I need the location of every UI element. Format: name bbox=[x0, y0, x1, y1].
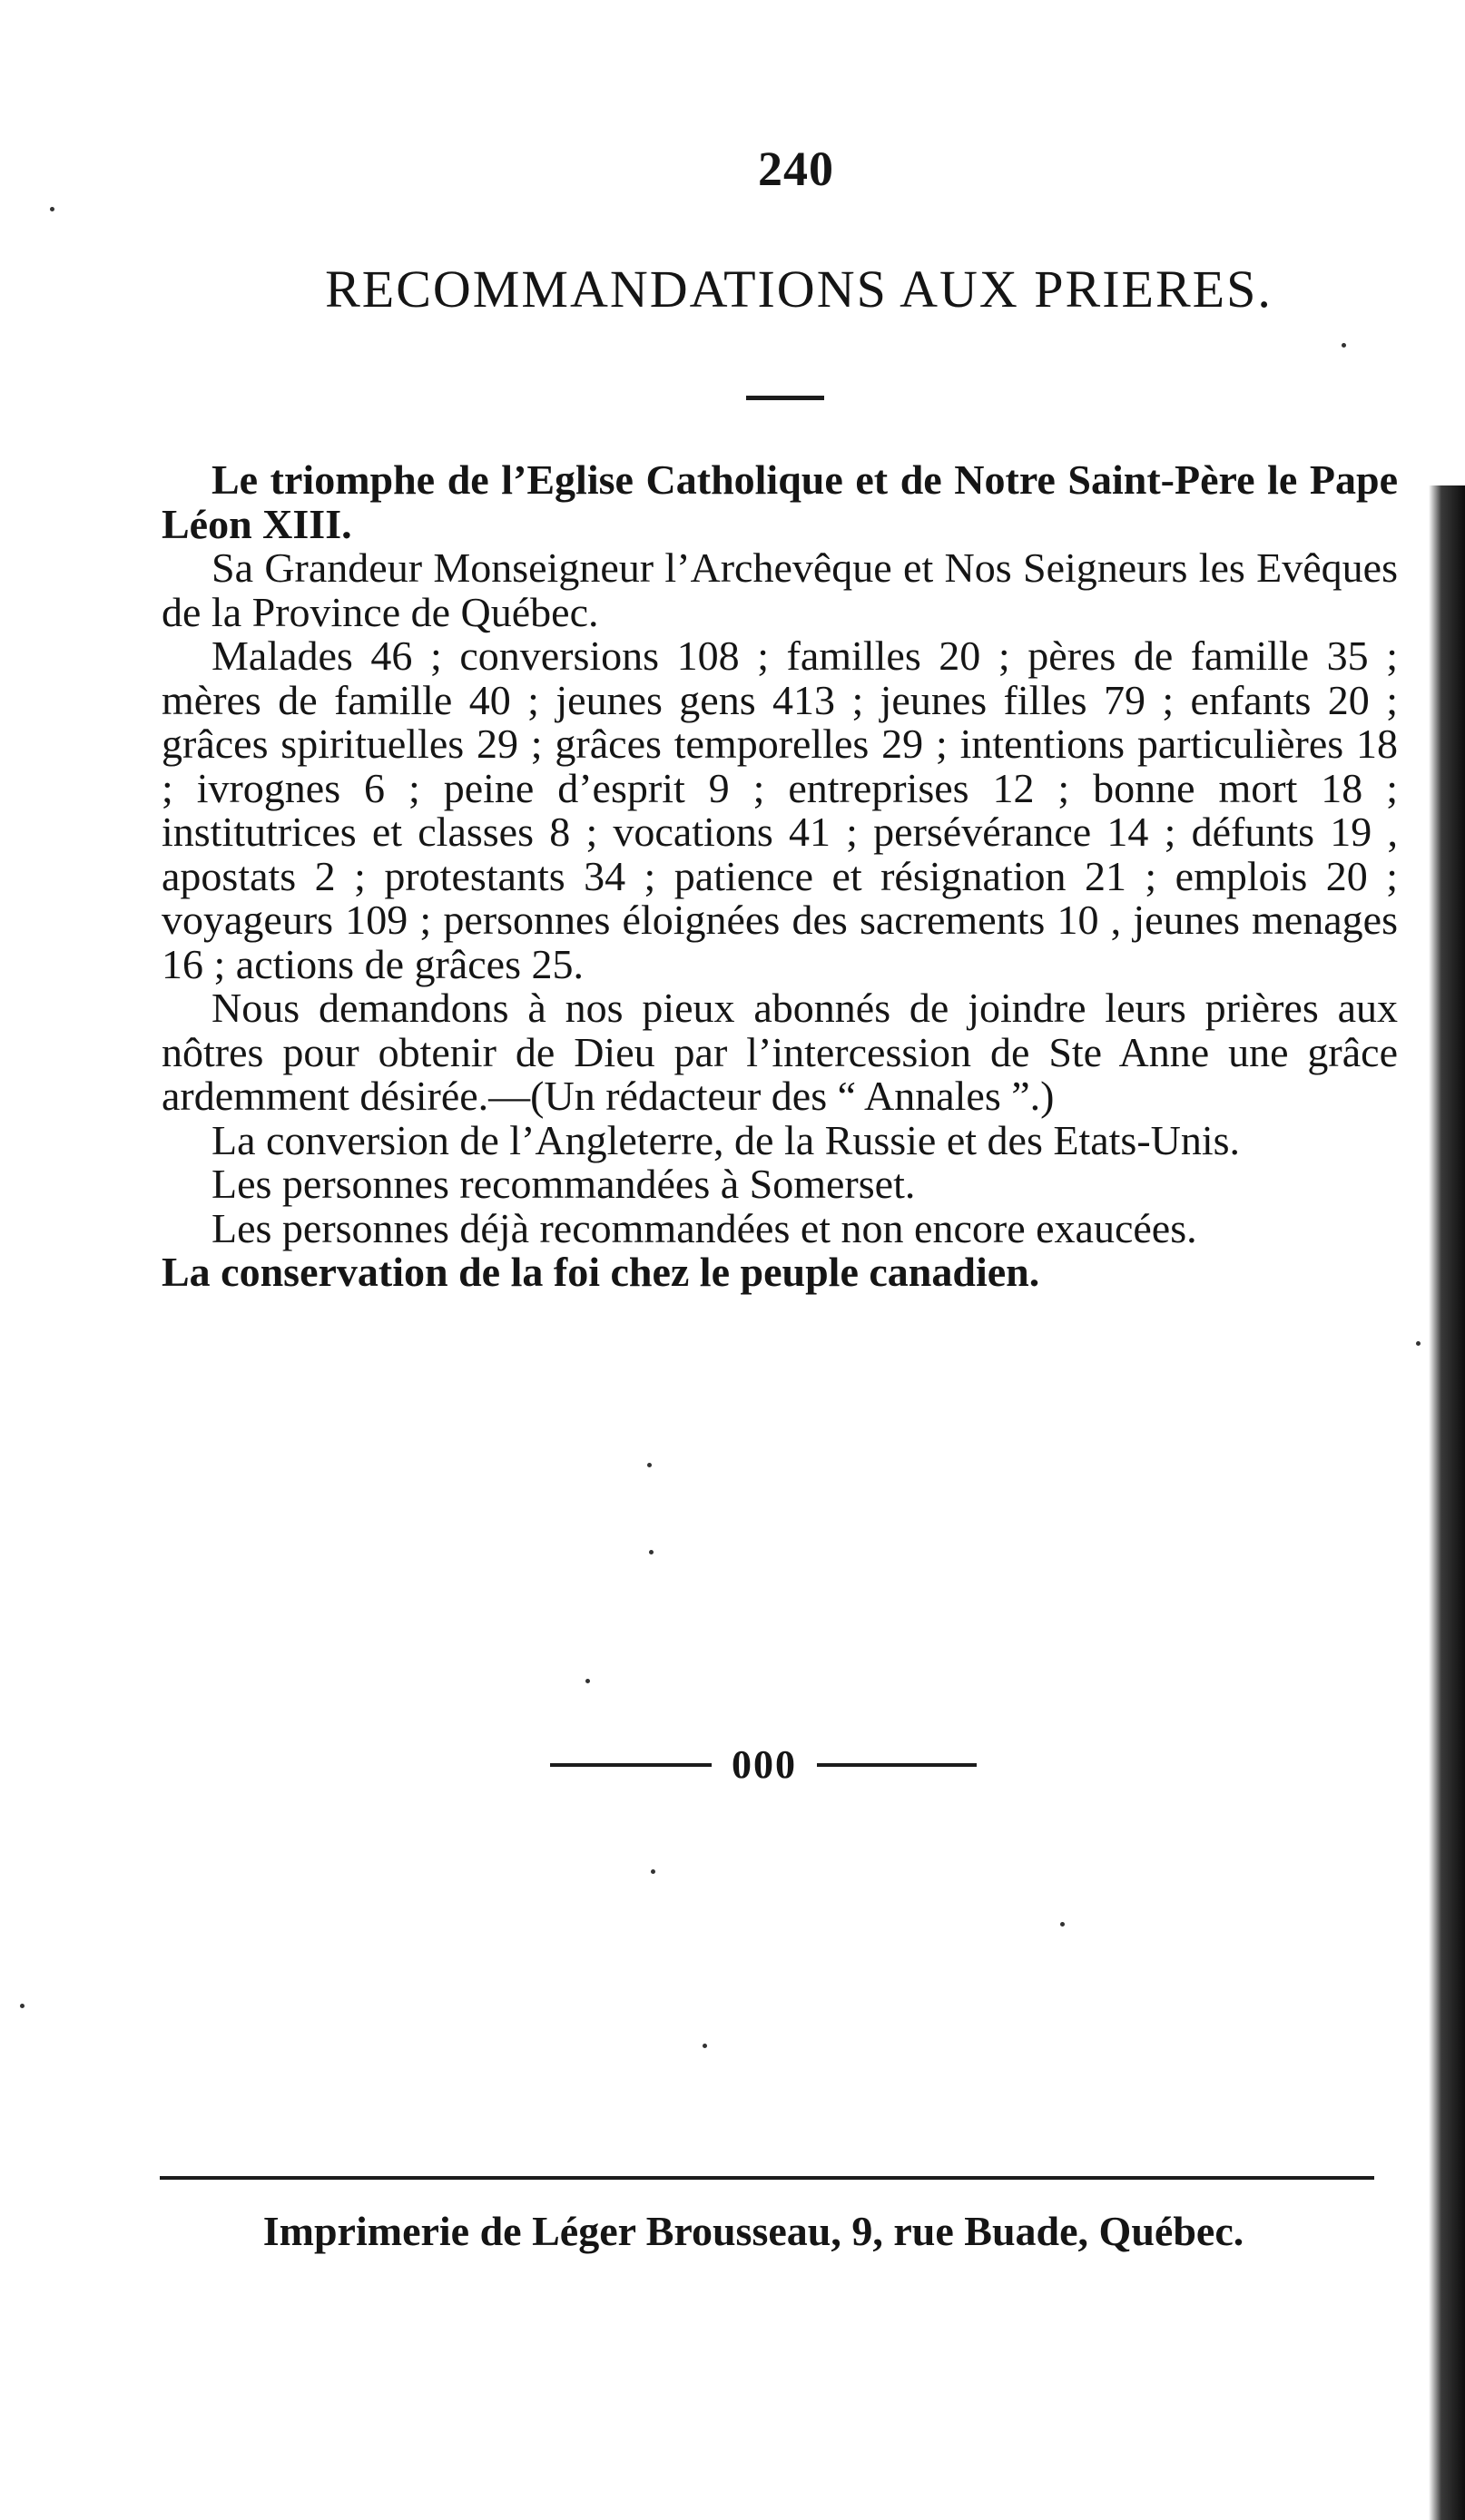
section-ornament bbox=[550, 1738, 977, 1792]
scan-speck bbox=[1342, 343, 1346, 348]
prayer-list bbox=[162, 458, 1398, 1295]
scan-speck bbox=[647, 1463, 652, 1467]
page-title: RECOMMANDATIONS AUX PRIERES. bbox=[325, 260, 1273, 319]
paragraph-church: Le triomphe de l’Eglise Catholique et de Notre Saint-Père le Pape Léon XIII. bbox=[162, 456, 1398, 547]
paragraph-faith: La conservation de la foi chez le peuple canadien. bbox=[162, 1249, 1040, 1295]
ornament-line-right bbox=[817, 1763, 977, 1767]
ornament-mark: 000 bbox=[732, 1742, 797, 1787]
scan-speck bbox=[50, 207, 54, 211]
paragraph-not-granted: Les personnes déjà recommandées et non encore exaucées. bbox=[211, 1204, 1197, 1251]
scan-speck bbox=[649, 1550, 654, 1554]
page-number: 240 bbox=[758, 142, 834, 196]
ornament-line-left bbox=[550, 1763, 712, 1767]
scan-speck bbox=[20, 2004, 25, 2008]
scan-speck bbox=[703, 2044, 707, 2048]
scan-speck bbox=[1060, 1922, 1065, 1927]
scan-edge-shadow bbox=[1429, 485, 1465, 2520]
paragraph-bishops: Sa Grandeur Monseigneur l’Archevêque et Nos Seigneurs les Evêques de la Province de Québec. bbox=[162, 544, 1398, 635]
paragraph-conversion: La conversion de l’Angleterre, de la Russie et des Etats-Unis. bbox=[211, 1116, 1241, 1163]
scan-speck bbox=[585, 1679, 590, 1683]
paragraph-request: Nous demandons à nos pieux abonnés de joindre leurs prières aux nôtres pour obtenir de Dieu par l’intercession de Ste Anne une grâce ardemment désirée.—(Un rédacteur des “ Annales ”.) bbox=[162, 985, 1398, 1119]
footer-divider bbox=[160, 2176, 1374, 2180]
paragraph-intentions: Malades 46 ; conversions 108 ; familles 20 ; pères de famille 35 ; mères de famille 40 ; jeunes gens 413 ; jeunes filles 79 ; enfants 20 ; grâces spirituelles 29 ; grâces temporelles 29 ; intentions particulières 18 ; ivrognes 6 ; peine d’esprit 9 ; entreprises 12 ; bonne mort 18 ; institutrices et classes 8 ; vocations 41 ; persévérance 14 ; défunts 19 , apostats 2 ; protestants 34 ; patience et résignation 21 ; emplois 20 ; voyageurs 109 ; personnes éloignées des sacrements 10 , jeunes menages 16 ; actions de grâces 25. bbox=[162, 632, 1398, 987]
paragraph-somerset: Les personnes recommandées à Somerset. bbox=[211, 1161, 916, 1207]
printer-imprint: Imprimerie de Léger Brousseau, 9, rue Buade, Québec. bbox=[262, 2208, 1244, 2254]
scan-speck bbox=[651, 1869, 655, 1874]
title-divider bbox=[746, 396, 824, 400]
scan-speck bbox=[1416, 1341, 1421, 1346]
